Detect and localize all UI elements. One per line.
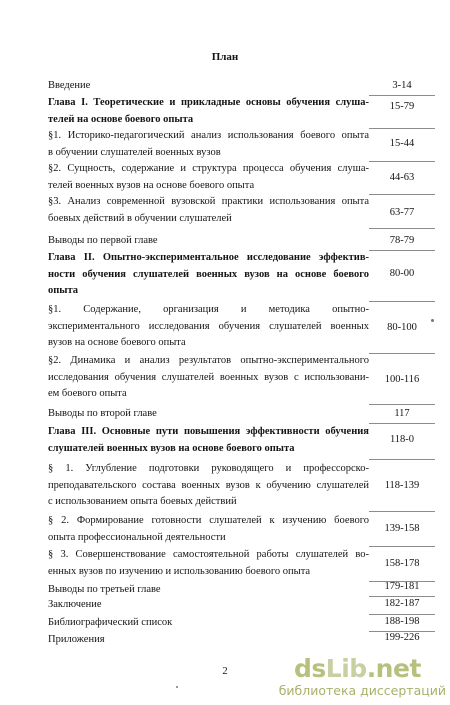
dslib-logo <box>294 654 421 684</box>
toc-entry-line: телей на основе боевого опыта <box>48 113 194 125</box>
toc-page-range: 158-178 <box>384 558 420 569</box>
toc-entry-line: ем боевого опыта <box>48 388 127 400</box>
toc-page-range: 80-100 <box>387 322 417 333</box>
toc-entry-line: боевых действий в обучении слушателей <box>48 212 232 224</box>
toc-entry-ch3-section-1 <box>48 461 369 511</box>
toc-entry-line: Глава II. Опытно-экспериментальное исследование эффектив- <box>48 252 369 263</box>
toc-entry-line: исследования обучения слушателей военных вузов с использовани- <box>48 371 369 383</box>
toc-entry-ch3-section-2 <box>48 513 369 546</box>
toc-entry-line: § 2. Формирование готовности слушателей к изучению боевого <box>48 515 369 526</box>
row-divider <box>369 404 435 405</box>
toc-page-range: 118-139 <box>384 480 420 491</box>
toc-entry-line: опыта профессиональной деятельности <box>48 531 226 543</box>
toc-page-range: 100-116 <box>384 374 420 385</box>
toc-entry-line: вузов на основе боевого опыта <box>48 337 186 349</box>
row-divider <box>369 194 435 195</box>
toc-entry-ch1-section-1 <box>48 128 369 161</box>
toc-entry-chapter-3 <box>48 424 369 457</box>
row-divider <box>369 301 435 302</box>
logo-part: Lib <box>325 654 367 683</box>
toc-entry-line: §2. Динамика и анализ результатов опытно-экспериментального <box>48 355 369 366</box>
row-divider <box>369 228 435 229</box>
toc-entry-line: опыта <box>48 285 79 297</box>
toc-page-range: 15-44 <box>389 138 415 149</box>
toc-page-range: 44-63 <box>389 172 415 183</box>
toc-entry-line: §3. Анализ современной вузовской практики использования опыта <box>48 196 369 207</box>
row-divider <box>369 423 435 424</box>
toc-entry-line: §2. Сущность, содержание и структура процесса обучения слуша- <box>48 163 369 174</box>
toc-entry-line: Выводы по первой главе <box>48 235 158 246</box>
toc-entry-conclusions-2 <box>48 406 369 423</box>
scan-speck <box>176 686 178 688</box>
toc-entry-bibliography <box>48 615 369 632</box>
toc-entry-line: енных вузов по изучению и использованию боевого опыта <box>48 565 311 577</box>
toc-entry-line: § 1. Углубление подготовки руководящего и профессорско- <box>48 463 369 474</box>
toc-entry-line: Приложения <box>48 634 105 645</box>
row-divider <box>369 353 435 354</box>
toc-entry-line: экспериментального исследования обучения слушателей военных <box>48 320 369 332</box>
logo-part: .net <box>366 654 421 683</box>
toc-entry-line: Глава I. Теоретические и прикладные основы обучения слуша- <box>48 97 369 108</box>
toc-entry-chapter-2 <box>48 250 369 300</box>
toc-page-range: 78-79 <box>389 235 415 246</box>
toc-entry-line: Выводы по второй главе <box>48 408 157 419</box>
toc-entry-line: Заключение <box>48 599 102 610</box>
toc-entry-line: Выводы по третьей главе <box>48 584 161 595</box>
logo-part: ds <box>294 654 326 683</box>
toc-entry-ch3-section-3 <box>48 547 369 580</box>
toc-entry-line: слушателей военных вузов на основе боевого опыта <box>48 442 295 454</box>
toc-entry-line: §1. Историко-педагогический анализ использования боевого опыта <box>48 130 369 141</box>
toc-entry-ch1-section-2 <box>48 161 369 194</box>
scan-speck <box>431 319 434 322</box>
toc-page-range: 188-198 <box>384 616 420 627</box>
toc-entry-ch2-section-1 <box>48 302 369 352</box>
toc-entry-line: с использованием опыта боевых действий <box>48 496 237 508</box>
toc-page-range: 80-00 <box>389 268 415 279</box>
toc-page-range: 63-77 <box>389 207 415 218</box>
page-number: 2 <box>222 666 228 677</box>
toc-page-range: 199-226 <box>384 632 420 643</box>
toc-page-range: 182-187 <box>384 598 420 609</box>
dslib-subtitle: библиотека диссертаций <box>278 683 446 698</box>
toc-entry-line: §1. Содержание, организация и методика опытно- <box>48 304 369 315</box>
toc-entry-ch1-section-3 <box>48 194 369 227</box>
toc-entry-ch2-section-2 <box>48 353 369 403</box>
toc-page-range: 139-158 <box>384 523 420 534</box>
row-divider <box>369 511 435 512</box>
page-title: План <box>211 51 239 63</box>
row-divider <box>369 250 435 251</box>
toc-page-range: 3-14 <box>392 80 412 91</box>
toc-entry-line: § 3. Совершенствование самостоятельной работы слушателей во- <box>48 549 369 560</box>
toc-entry-line: Введение <box>48 80 91 91</box>
toc-entry-appendices <box>48 632 369 649</box>
toc-page-range: 117 <box>394 408 410 419</box>
toc-page-range: 15-79 <box>389 101 415 112</box>
toc-entry-line: преподавательского состава военных вузов к обучению слушателей <box>48 479 369 491</box>
toc-entry-line: в обучении слушателей военных вузов <box>48 146 221 158</box>
row-divider <box>369 95 435 96</box>
toc-page-range: 179-181 <box>384 581 420 592</box>
toc-entry-line: Глава III. Основные пути повышения эффективности обучения <box>48 426 369 437</box>
toc-page-range: 118-0 <box>389 434 415 445</box>
toc-entry-line: ности обучения слушателей военных вузов на основе боевого <box>48 268 369 280</box>
dslib-watermark <box>276 654 446 702</box>
toc-entry-intro <box>48 78 369 95</box>
row-divider <box>369 546 435 547</box>
toc-entry-chapter-1 <box>48 95 369 128</box>
toc-entry-line: телей военных вузов на основе боевого опыта <box>48 179 255 191</box>
toc-entry-conclusion <box>48 597 369 614</box>
row-divider <box>369 161 435 162</box>
toc-entry-line: Библиографический список <box>48 617 173 628</box>
toc-entry-conclusions-1 <box>48 233 369 250</box>
row-divider <box>369 459 435 460</box>
row-divider <box>369 128 435 129</box>
